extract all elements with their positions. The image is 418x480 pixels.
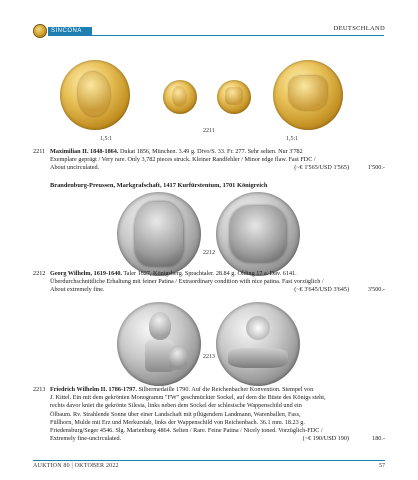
lot-price: 180.- [372,435,385,442]
lot-2212-reverse-image [216,192,300,276]
page-number: 57 [379,463,385,469]
lot-estimate: (~€ 190/USD 190) [302,435,349,442]
lot-price: 1'500.- [367,164,385,171]
lot-text-line: About extremely fine. [50,286,105,294]
lot-number: 2213 [33,386,46,393]
lot-2212-obverse-image [117,192,201,276]
footer-auction-info: AUKTION 80 | OKTOBER 2022 [33,463,119,469]
lot-number: 2211 [33,148,46,155]
lot-2213-reverse-image [216,302,300,386]
lot-2211-large-reverse-image [273,60,343,130]
lot-title: Georg Wilhelm, 1619-1640. [50,270,122,277]
lot-text-line: Extremely fine-uncirculated. [50,435,122,443]
section-subheading: Brandenburg-Preussen, Markgrafschaft, 1417 Kurfürstentum, 1701 Königreich [50,182,268,189]
lot-title: Friedrich Wilhelm II. 1786-1797. [50,386,137,393]
lot-2211-small-reverse-image [217,80,251,114]
page-header [0,0,418,40]
header-rule [92,35,384,36]
lot-title: Maximilian II. 1848-1864. [50,148,119,155]
lot-estimate: (~€ 1'565/USD 1'565) [294,164,349,171]
lot-text-line: About uncirculated. [50,164,100,172]
lot-2211-large-obverse-image [60,60,130,130]
lot-text-line: Füllhorn, Mulde mit Erz und Merkurstab, links der Wappenschild von Reichenbach. 36.1 mm. 18.23 g. [50,418,305,426]
lot-text-line: Dukat 1856, München. 3.49 g. Divo/S. 33. Fr. 277. Sehr selten. Nur 3'782 [119,148,303,155]
lot-text-line: rechts davor kniet die gekrönte Silesia, links neben dem Sockel der schlesische Wappenschild und ein [50,402,302,410]
lot-text-line: Friedensburg/Seger 4546. Slg. Marienburg 4864. Selten / Rare. Feine Patina / Nicely toned. Vorzüglich-FDC / [50,427,323,435]
lot-price: 3'500.- [367,286,385,293]
lot-text-line: Überdurchschnittliche Erhaltung mit feiner Patina / Extraordinary condition with nice patina. Fast vorzüglich / [50,278,324,286]
brand-name: SINCONA [51,28,82,34]
lot-estimate: (~€ 3'645/USD 3'645) [294,286,349,293]
lot-2213 [33,386,385,454]
lot-text-line: J. Kittel. Ein mit dem gekrönten Monogramm "FW" geschmückter Sockel, auf dem die Büste des Königs steht, [50,394,326,402]
lot-2211-scale-left: 1,5:1 [100,136,113,142]
lot-2211-small-obverse-image [163,80,197,114]
lot-2211-image-label: 2211 [203,128,215,134]
brand-coin-logo-icon [33,24,47,38]
lot-text-line: Silbermedaille 1790. Auf die Reichenbacher Konvention. Stempel von [138,386,314,393]
lot-text-line: Ölbaum. Rv. Strahlende Sonne über einer Landschaft mit pflügendem Landmann, Warenballen, Fass, [50,410,301,418]
lot-2212 [33,270,385,296]
lot-2212-image-label: 2212 [203,250,215,256]
lot-text-line: Exemplare geprägt / Very rare. Only 3,782 pieces struck. Kleiner Randfehler / Minor edge flaw. Fast FDC / [50,156,316,164]
section-title: DEUTSCHLAND [333,25,385,32]
lot-2211-scale-right: 1,5:1 [286,136,299,142]
lot-text-line: Taler 1627, Königsberg. Sprachtaler. 28.84 g. Olding 17 a. Dav. 6141. [123,270,297,277]
footer-rule [33,460,385,461]
lot-2211 [33,148,385,174]
lot-2213-obverse-image [117,302,201,386]
lot-2213-image-label: 2213 [203,354,215,360]
lot-number: 2212 [33,270,46,277]
